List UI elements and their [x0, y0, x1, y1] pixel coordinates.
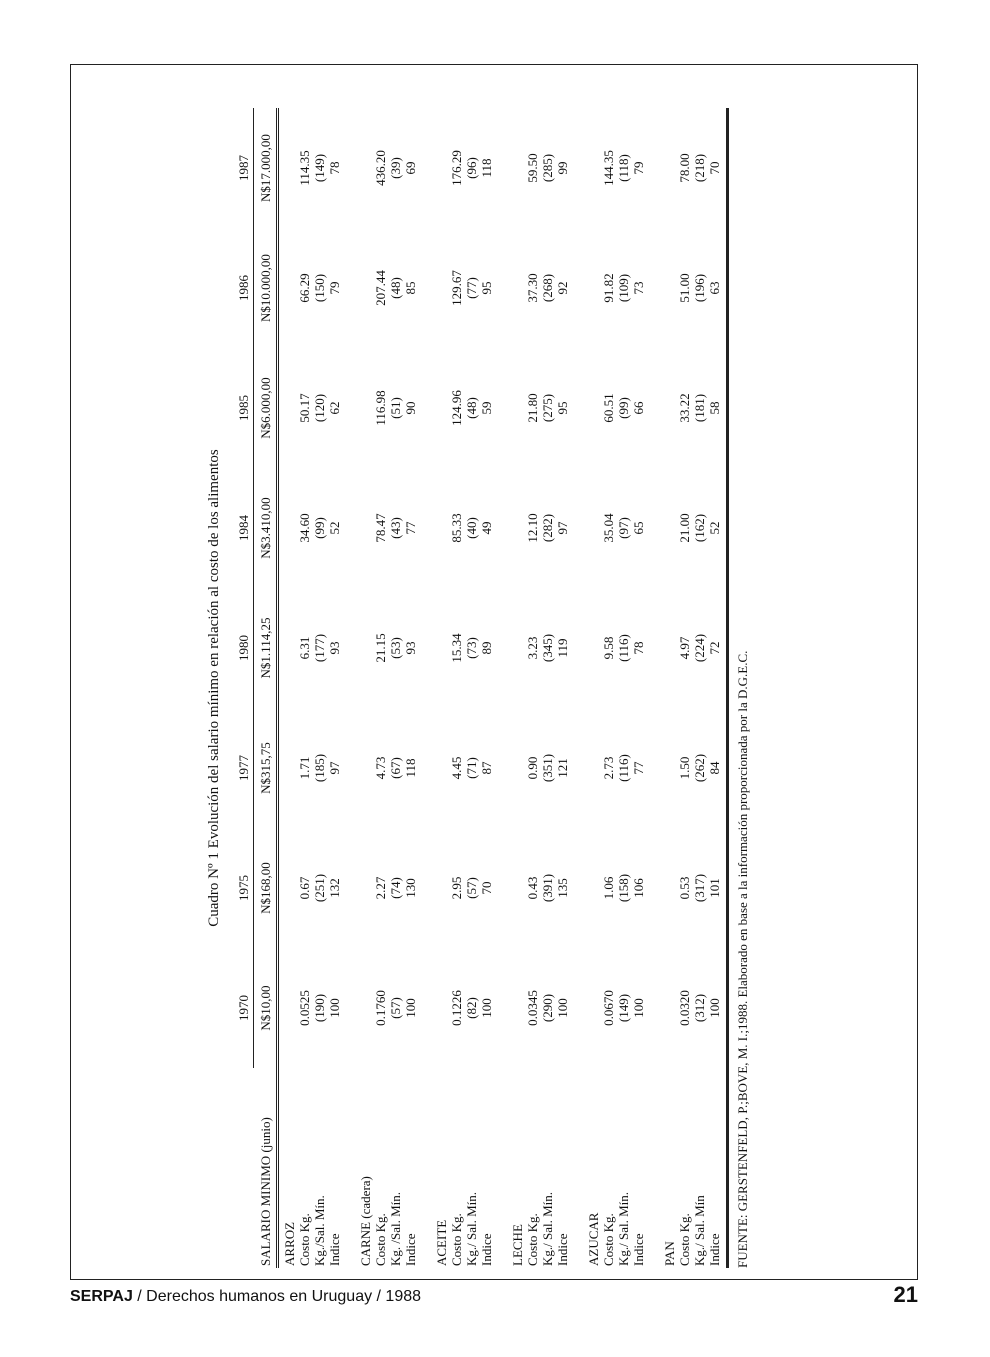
cell-spacer	[510, 108, 525, 228]
cost-per-kg: 116.98	[373, 390, 388, 426]
cost-per-kg: 114.35	[297, 150, 312, 186]
index-value: 49	[479, 521, 494, 535]
wage-value: N$10.000,00	[254, 228, 278, 348]
year-cell	[278, 228, 359, 348]
kg-per-wage: (251)	[312, 873, 327, 903]
index-value: 69	[403, 161, 418, 175]
index-value: 100	[479, 998, 494, 1018]
header-corner	[234, 1068, 254, 1268]
year-cell	[358, 708, 434, 828]
kg-per-wage: (118)	[616, 154, 631, 182]
cost-per-kg: 66.29	[297, 273, 312, 303]
index-value: 78	[631, 641, 646, 655]
cost-per-kg: 0.67	[297, 876, 312, 900]
food-group-row	[278, 108, 359, 1268]
kg-per-wage: (181)	[692, 393, 707, 423]
cell-spacer	[434, 468, 449, 588]
row-label: Costo Kg.	[297, 1213, 312, 1266]
row-label: Costo Kg.	[677, 1213, 692, 1266]
cell-spacer	[586, 708, 601, 828]
index-value: 58	[707, 401, 722, 415]
row-label: Kg. /Sal. Mín.	[388, 1191, 403, 1266]
kg-per-wage: (67)	[388, 757, 403, 779]
cost-per-kg: 51.00	[677, 273, 692, 303]
food-group-row	[358, 108, 434, 1268]
index-value: 59	[479, 401, 494, 415]
cost-per-kg: 85.33	[449, 513, 464, 543]
index-value: 100	[403, 998, 418, 1018]
kg-per-wage: (262)	[692, 753, 707, 783]
kg-per-wage: (149)	[616, 993, 631, 1023]
row-label: Costo Kg.	[525, 1213, 540, 1266]
kg-per-wage: (77)	[464, 277, 479, 299]
cell-spacer	[510, 588, 525, 708]
index-value: 130	[403, 878, 418, 898]
row-label: Kg./ Sal. Mín.	[540, 1191, 555, 1266]
wage-value: N$315,75	[254, 708, 278, 828]
year-cell	[434, 228, 510, 348]
cost-per-kg: 0.43	[525, 876, 540, 900]
year-cell	[358, 828, 434, 948]
year-cell	[358, 468, 434, 588]
cell-spacer	[662, 588, 677, 708]
cost-per-kg: 59.50	[525, 153, 540, 183]
row-label: Kg./Sal. Mín.	[312, 1195, 327, 1266]
year-cell	[510, 348, 586, 468]
food-name: AZUCAR	[586, 1212, 601, 1266]
year-cell	[510, 228, 586, 348]
index-value: 70	[707, 161, 722, 175]
row-label: Indice	[631, 1233, 646, 1266]
kg-per-wage: (116)	[616, 754, 631, 782]
cell-spacer	[358, 228, 373, 348]
year-cell	[278, 708, 359, 828]
food-group-labels	[358, 1068, 434, 1268]
running-footer	[70, 1288, 421, 1306]
cell-spacer	[434, 948, 449, 1068]
cell-spacer	[282, 828, 297, 948]
year-cell	[434, 828, 510, 948]
year-header-row	[234, 108, 254, 1268]
index-value: 70	[479, 881, 494, 895]
index-value: 52	[707, 521, 722, 535]
kg-per-wage: (96)	[464, 157, 479, 179]
year-cell	[358, 348, 434, 468]
kg-per-wage: (312)	[692, 993, 707, 1023]
kg-per-wage: (190)	[312, 993, 327, 1023]
index-value: 119	[555, 638, 570, 658]
cost-per-kg: 60.51	[601, 393, 616, 423]
food-name: ACEITE	[434, 1219, 449, 1266]
wage-value: N$168,00	[254, 828, 278, 948]
index-value: 121	[555, 758, 570, 778]
row-label: Indice	[707, 1233, 722, 1266]
kg-per-wage: (196)	[692, 273, 707, 303]
cost-per-kg: 6.31	[297, 636, 312, 660]
kg-per-wage: (97)	[616, 517, 631, 539]
cell-spacer	[662, 468, 677, 588]
year-header: 1977	[234, 708, 254, 828]
index-value: 63	[707, 281, 722, 295]
food-name: CARNE (cadera)	[358, 1176, 373, 1266]
cost-per-kg: 0.0320	[677, 990, 692, 1026]
cell-spacer	[586, 828, 601, 948]
year-cell	[358, 588, 434, 708]
cell-spacer	[358, 588, 373, 708]
rotated-table-area	[206, 108, 776, 1268]
index-value: 95	[479, 281, 494, 295]
kg-per-wage: (109)	[616, 273, 631, 303]
cost-per-kg: 0.0345	[525, 990, 540, 1026]
cost-per-kg: 207.44	[373, 270, 388, 306]
index-value: 77	[403, 521, 418, 535]
year-cell	[278, 348, 359, 468]
row-label: Costo Kg.	[449, 1213, 464, 1266]
year-cell	[586, 948, 662, 1068]
index-value: 106	[631, 878, 646, 898]
cell-spacer	[510, 948, 525, 1068]
page-number: 21	[893, 1282, 918, 1307]
kg-per-wage: (351)	[540, 753, 555, 783]
year-cell	[434, 708, 510, 828]
cost-per-kg: 21.00	[677, 513, 692, 543]
cost-per-kg: 0.0670	[601, 990, 616, 1026]
kg-per-wage: (99)	[616, 397, 631, 419]
index-value: 132	[327, 878, 342, 898]
year-cell	[586, 468, 662, 588]
year-cell	[510, 948, 586, 1068]
kg-per-wage: (345)	[540, 633, 555, 663]
cost-per-kg: 35.04	[601, 513, 616, 543]
food-group-row	[434, 108, 510, 1268]
kg-per-wage: (285)	[540, 153, 555, 183]
cell-spacer	[434, 348, 449, 468]
index-value: 84	[707, 761, 722, 775]
year-cell	[510, 108, 586, 228]
year-cell	[586, 348, 662, 468]
kg-per-wage: (51)	[388, 397, 403, 419]
cost-per-kg: 2.27	[373, 876, 388, 900]
footer-org: SERPAJ	[70, 1288, 133, 1305]
cell-spacer	[510, 228, 525, 348]
footer-text: / Derechos humanos en Uruguay / 1988	[132, 1288, 422, 1305]
cell-spacer	[282, 948, 297, 1068]
year-cell	[586, 108, 662, 228]
index-value: 85	[403, 281, 418, 295]
index-value: 118	[403, 758, 418, 778]
cost-per-kg: 78.00	[677, 153, 692, 183]
kg-per-wage: (149)	[312, 153, 327, 183]
cell-spacer	[434, 828, 449, 948]
wage-food-cost-table	[234, 108, 738, 1268]
index-value: 99	[555, 161, 570, 175]
cell-spacer	[586, 108, 601, 228]
row-label: Indice	[403, 1233, 418, 1266]
cell-spacer	[586, 948, 601, 1068]
index-value: 101	[707, 878, 722, 898]
year-cell	[434, 348, 510, 468]
cost-per-kg: 1.50	[677, 756, 692, 780]
kg-per-wage: (39)	[388, 157, 403, 179]
kg-per-wage: (53)	[388, 637, 403, 659]
index-value: 62	[327, 401, 342, 415]
index-value: 65	[631, 521, 646, 535]
wage-value: N$3.410,00	[254, 468, 278, 588]
table-title: Cuadro Nº 1 Evolución del salario mínimo en relación al costo de los alimentos	[206, 449, 222, 927]
index-value: 78	[327, 161, 342, 175]
year-header: 1985	[234, 348, 254, 468]
cost-per-kg: 176.29	[449, 150, 464, 186]
cell-spacer	[586, 228, 601, 348]
kg-per-wage: (150)	[312, 273, 327, 303]
cost-per-kg: 3.23	[525, 636, 540, 660]
kg-per-wage: (120)	[312, 393, 327, 423]
cell-spacer	[662, 708, 677, 828]
cell-spacer	[358, 828, 373, 948]
cost-per-kg: 129.67	[449, 270, 464, 306]
cell-spacer	[434, 108, 449, 228]
year-cell	[278, 948, 359, 1068]
year-cell	[434, 948, 510, 1068]
food-name: PAN	[662, 1241, 677, 1266]
kg-per-wage: (48)	[464, 397, 479, 419]
kg-per-wage: (268)	[540, 273, 555, 303]
kg-per-wage: (48)	[388, 277, 403, 299]
cell-spacer	[662, 948, 677, 1068]
cost-per-kg: 124.96	[449, 390, 464, 426]
kg-per-wage: (282)	[540, 513, 555, 543]
kg-per-wage: (290)	[540, 993, 555, 1023]
source-rule	[726, 108, 729, 1268]
source-note: FUENTE: GERSTENFELD, P.;BOVE, M. I.;1988. Elaborado en base a la información proporcionada por la D.G.E.C.	[735, 650, 750, 1268]
cost-per-kg: 0.1760	[373, 990, 388, 1026]
kg-per-wage: (177)	[312, 633, 327, 663]
cost-per-kg: 0.1226	[449, 990, 464, 1026]
year-header: 1970	[234, 948, 254, 1068]
kg-per-wage: (158)	[616, 873, 631, 903]
cell-spacer	[282, 108, 297, 228]
food-group-labels	[586, 1068, 662, 1268]
cell-spacer	[358, 948, 373, 1068]
cost-per-kg: 2.73	[601, 756, 616, 780]
year-cell	[510, 708, 586, 828]
row-label: Indice	[327, 1233, 342, 1266]
wage-value: N$1.114,25	[254, 588, 278, 708]
index-value: 73	[631, 281, 646, 295]
index-value: 72	[707, 641, 722, 655]
cell-spacer	[586, 348, 601, 468]
wage-value: N$10,00	[254, 948, 278, 1068]
wage-value: N$6.000,00	[254, 348, 278, 468]
year-header: 1975	[234, 828, 254, 948]
year-header: 1984	[234, 468, 254, 588]
wage-value: N$17.000,00	[254, 108, 278, 228]
year-cell	[278, 468, 359, 588]
cost-per-kg: 21.15	[373, 633, 388, 663]
index-value: 89	[479, 641, 494, 655]
year-cell	[278, 828, 359, 948]
cost-per-kg: 4.97	[677, 636, 692, 660]
cost-per-kg: 144.35	[601, 150, 616, 186]
cost-per-kg: 34.60	[297, 513, 312, 543]
index-value: 87	[479, 761, 494, 775]
cost-per-kg: 50.17	[297, 393, 312, 423]
year-cell	[586, 708, 662, 828]
kg-per-wage: (162)	[692, 513, 707, 543]
cell-spacer	[662, 348, 677, 468]
year-cell	[358, 108, 434, 228]
cell-spacer	[282, 708, 297, 828]
year-cell	[586, 588, 662, 708]
year-cell	[510, 468, 586, 588]
year-cell	[586, 228, 662, 348]
cost-per-kg: 37.30	[525, 273, 540, 303]
food-group-labels	[510, 1068, 586, 1268]
index-value: 79	[631, 161, 646, 175]
index-value: 66	[631, 401, 646, 415]
cell-spacer	[358, 468, 373, 588]
year-header: 1980	[234, 588, 254, 708]
cell-spacer	[586, 588, 601, 708]
index-value: 79	[327, 281, 342, 295]
index-value: 100	[707, 998, 722, 1018]
cost-per-kg: 0.0525	[297, 990, 312, 1026]
cost-per-kg: 2.95	[449, 876, 464, 900]
row-label: Costo Kg.	[601, 1213, 616, 1266]
food-group-row	[510, 108, 586, 1268]
year-cell	[510, 588, 586, 708]
year-cell	[434, 588, 510, 708]
index-value: 90	[403, 401, 418, 415]
row-label: Kg./ Sal. Mín	[692, 1195, 707, 1266]
cell-spacer	[662, 228, 677, 348]
cost-per-kg: 78.47	[373, 513, 388, 543]
kg-per-wage: (116)	[616, 634, 631, 662]
year-cell	[278, 588, 359, 708]
index-value: 93	[327, 641, 342, 655]
food-group-row	[586, 108, 662, 1268]
kg-per-wage: (73)	[464, 637, 479, 659]
cell-spacer	[510, 468, 525, 588]
year-cell	[278, 108, 359, 228]
kg-per-wage: (391)	[540, 873, 555, 903]
cell-spacer	[510, 348, 525, 468]
food-groups	[278, 108, 739, 1268]
kg-per-wage: (82)	[464, 997, 479, 1019]
cell-spacer	[434, 708, 449, 828]
index-value: 93	[403, 641, 418, 655]
index-value: 100	[555, 998, 570, 1018]
row-label: Indice	[555, 1233, 570, 1266]
cell-spacer	[282, 228, 297, 348]
row-label: Costo Kg.	[373, 1213, 388, 1266]
kg-per-wage: (43)	[388, 517, 403, 539]
food-name: ARROZ	[282, 1221, 297, 1266]
cost-per-kg: 12.10	[525, 513, 540, 543]
cell-spacer	[434, 588, 449, 708]
food-group-labels	[278, 1068, 359, 1268]
cell-spacer	[282, 348, 297, 468]
index-value: 118	[479, 158, 494, 178]
cost-per-kg: 33.22	[677, 393, 692, 423]
row-label: Indice	[479, 1233, 494, 1266]
year-cell	[358, 948, 434, 1068]
cell-spacer	[510, 828, 525, 948]
cell-spacer	[358, 708, 373, 828]
year-cell	[358, 228, 434, 348]
index-value: 77	[631, 761, 646, 775]
cell-spacer	[662, 828, 677, 948]
row-label: Kg./ Sal. Mín.	[464, 1191, 479, 1266]
kg-per-wage: (57)	[464, 877, 479, 899]
row-label: Kg./ Sal. Mín.	[616, 1191, 631, 1266]
year-cell	[434, 108, 510, 228]
cost-per-kg: 9.58	[601, 636, 616, 660]
cost-per-kg: 91.82	[601, 273, 616, 303]
kg-per-wage: (275)	[540, 393, 555, 423]
index-value: 97	[555, 521, 570, 535]
index-value: 92	[555, 281, 570, 295]
cost-per-kg: 4.45	[449, 756, 464, 780]
year-cell	[510, 828, 586, 948]
kg-per-wage: (317)	[692, 873, 707, 903]
index-value: 100	[327, 998, 342, 1018]
cost-per-kg: 0.90	[525, 756, 540, 780]
food-group-labels	[434, 1068, 510, 1268]
cost-per-kg: 1.06	[601, 876, 616, 900]
cell-spacer	[586, 468, 601, 588]
cost-per-kg: 0.53	[677, 876, 692, 900]
cell-spacer	[358, 108, 373, 228]
cost-per-kg: 436.20	[373, 150, 388, 186]
cell-spacer	[282, 468, 297, 588]
kg-per-wage: (74)	[388, 877, 403, 899]
year-header: 1987	[234, 108, 254, 228]
index-value: 52	[327, 521, 342, 535]
kg-per-wage: (185)	[312, 753, 327, 783]
kg-per-wage: (40)	[464, 517, 479, 539]
cost-per-kg: 21.80	[525, 393, 540, 423]
cell-spacer	[434, 228, 449, 348]
food-name: LECHE	[510, 1224, 525, 1266]
index-value: 95	[555, 401, 570, 415]
kg-per-wage: (224)	[692, 633, 707, 663]
cost-per-kg: 1.71	[297, 756, 312, 780]
kg-per-wage: (57)	[388, 997, 403, 1019]
cost-per-kg: 15.34	[449, 633, 464, 663]
year-header: 1986	[234, 228, 254, 348]
index-value: 135	[555, 878, 570, 898]
index-value: 100	[631, 998, 646, 1018]
minimum-wage-row	[254, 108, 278, 1268]
year-cell	[434, 468, 510, 588]
cell-spacer	[662, 108, 677, 228]
cell-spacer	[282, 588, 297, 708]
year-cell	[586, 828, 662, 948]
kg-per-wage: (99)	[312, 517, 327, 539]
wage-label: SALARIO MINIMO (junio)	[254, 1068, 278, 1268]
kg-per-wage: (218)	[692, 153, 707, 183]
index-value: 97	[327, 761, 342, 775]
kg-per-wage: (71)	[464, 757, 479, 779]
cell-spacer	[510, 708, 525, 828]
cost-per-kg: 4.73	[373, 756, 388, 780]
cell-spacer	[358, 348, 373, 468]
